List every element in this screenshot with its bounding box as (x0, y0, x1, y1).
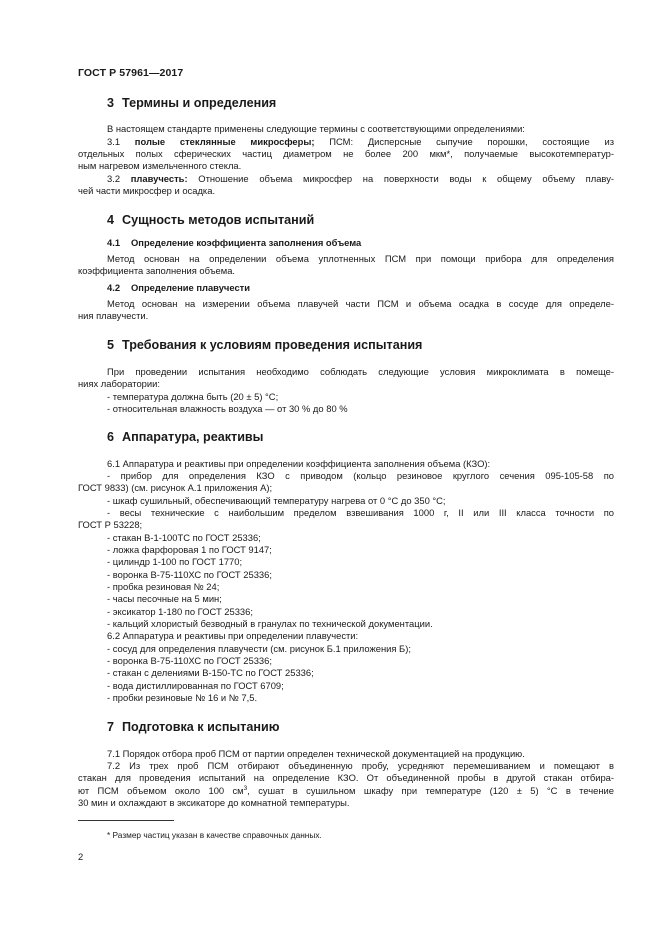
list-item: - цилиндр 1-100 по ГОСТ 1770; (107, 556, 243, 567)
paragraph-line: 30 мин и охлаждают в эксикаторе до комнатной температуры. (78, 797, 350, 808)
list-item: - пробка резиновая № 24; (107, 581, 220, 592)
paragraph-line: ным нагревом измельченного стекла. (78, 160, 242, 171)
list-item: - ложка фарфоровая 1 по ГОСТ 9147; (107, 544, 272, 555)
list-item: - весы технические с наибольшим пределом взвешивания 1000 г, II или III класса точности по (107, 507, 614, 518)
list-item: - эксикатор 1-180 по ГОСТ 25336; (107, 606, 253, 617)
footnote: * Размер частиц указан в качестве справочных данных. (107, 830, 322, 840)
paragraph-line: ния плавучести. (78, 310, 149, 321)
paragraph-line: отдельных полых сферических частиц диаметром не более 200 мкм*, получаемые высокотемператур- (78, 148, 614, 159)
term-3-1-line (78, 136, 614, 148)
section-title: Термины и определения (122, 96, 277, 110)
term-name: плавучесть: (130, 173, 188, 184)
term-number: 3.2 (107, 173, 121, 184)
footnote-divider (78, 820, 174, 821)
paragraph-line: Метод основан на измерении объема плавучей части ПСМ и объема осадка в сосуде для определе- (107, 298, 614, 309)
paragraph-line: стакан для проведения испытаний на определение КЗО. От объединенной пробы в другой стакан отбира- (78, 772, 614, 783)
list-item: - относительная влажность воздуха — от 30 % до 80 % (107, 403, 348, 414)
subsection-title: Определение плавучести (131, 282, 251, 293)
section-title: Аппаратура, реактивы (122, 430, 264, 444)
subsection-number: 4.1 (107, 237, 121, 248)
subsection-4-1-heading (107, 237, 361, 248)
text-span: ют ПСМ объемом около 100 см (78, 785, 244, 796)
section-number: 7 (107, 720, 115, 734)
page-number: 2 (78, 851, 84, 862)
list-item: - стакан В-1-100ТС по ГОСТ 25336; (107, 532, 261, 543)
section-6-heading (107, 430, 263, 444)
section-5-heading (107, 338, 422, 352)
list-item: - шкаф сушильный, обеспечивающий температуру нагрева от 0 °С до 350 °С; (107, 495, 446, 506)
section-number: 4 (107, 213, 115, 227)
list-item-continuation: ГОСТ Р 53228; (78, 519, 143, 530)
list-item: - сосуд для определения плавучести (см. рисунок Б.1 приложения Б); (107, 643, 411, 654)
section-3-heading (107, 96, 276, 110)
paragraph-line: При проведении испытания необходимо соблюдать следующие условия микроклимата в помеще- (107, 366, 614, 377)
list-item: - пробки резиновые № 16 и № 7,5. (107, 692, 258, 703)
text-span: , сушат в сушильном шкафу при температуре (120 ± 5) °С в течение (247, 785, 614, 796)
paragraph-line: В настоящем стандарте применены следующие термины с соответствующими определениями: (107, 123, 525, 134)
subsection-4-2-heading (107, 282, 250, 293)
superscript: 3 (243, 785, 248, 792)
section-4-heading (107, 213, 314, 227)
list-item: - температура должна быть (20 ± 5) °С; (107, 391, 279, 402)
list-item: - часы песочные на 5 мин; (107, 593, 222, 604)
paragraph-line: 6.1 Аппаратура и реактивы при определении коэффициента заполнения объема (КЗО): (107, 458, 491, 469)
list-item: - воронка В-75-110ХС по ГОСТ 25336; (107, 569, 272, 580)
paragraph-line: коэффициента заполнения объема. (78, 265, 236, 276)
document-header: ГОСТ Р 57961—2017 (78, 67, 184, 79)
section-7-heading (107, 720, 279, 734)
list-item: - воронка В-75-110ХС по ГОСТ 25336; (107, 655, 272, 666)
section-number: 6 (107, 430, 115, 444)
term-definition: ПСМ: Дисперсные сыпучие порошки, состоящие из (314, 136, 615, 147)
paragraph-line: 7.2 Из трех проб ПСМ отбирают объединенную пробу, усредняют перемешиванием и помещают в (107, 760, 614, 771)
paragraph-line: ниях лаборатории: (78, 378, 160, 389)
paragraph-line (78, 785, 614, 797)
section-number: 5 (107, 338, 115, 352)
paragraph-line: Метод основан на определении объема уплотненных ПСМ при помощи прибора для определения (107, 253, 614, 264)
term-number: 3.1 (107, 136, 121, 147)
section-title: Требования к условиям проведения испытания (122, 338, 423, 352)
list-item: - прибор для определения КЗО с приводом (кольцо резиновое круглого сечения 095-105-58 по (107, 470, 614, 481)
section-title: Подготовка к испытанию (122, 720, 280, 734)
paragraph-line: 7.1 Порядок отбора проб ПСМ от партии определен технической документацией на продукцию. (107, 748, 525, 759)
section-title: Сущность методов испытаний (122, 213, 315, 227)
list-item-continuation: ГОСТ 9833) (см. рисунок А.1 приложения А); (78, 482, 273, 493)
list-item: - кальций хлористый безводный в гранулах по технической документации. (107, 618, 433, 629)
section-number: 3 (107, 96, 115, 110)
term-name: полые стеклянные микросферы; (134, 136, 315, 147)
subsection-title: Определение коэффициента заполнения объема (131, 237, 362, 248)
term-definition: Отношение объема микросфер на поверхности воды к общему объему плаву- (187, 173, 615, 184)
subsection-number: 4.2 (107, 282, 121, 293)
paragraph-line: 6.2 Аппаратура и реактивы при определении плавучести: (107, 630, 359, 641)
paragraph-line: чей части микросфер и осадка. (78, 185, 216, 196)
term-3-2-line (78, 173, 614, 185)
list-item: - вода дистиллированная по ГОСТ 6709; (107, 680, 284, 691)
list-item: - стакан с делениями В-150-ТС по ГОСТ 25336; (107, 667, 314, 678)
